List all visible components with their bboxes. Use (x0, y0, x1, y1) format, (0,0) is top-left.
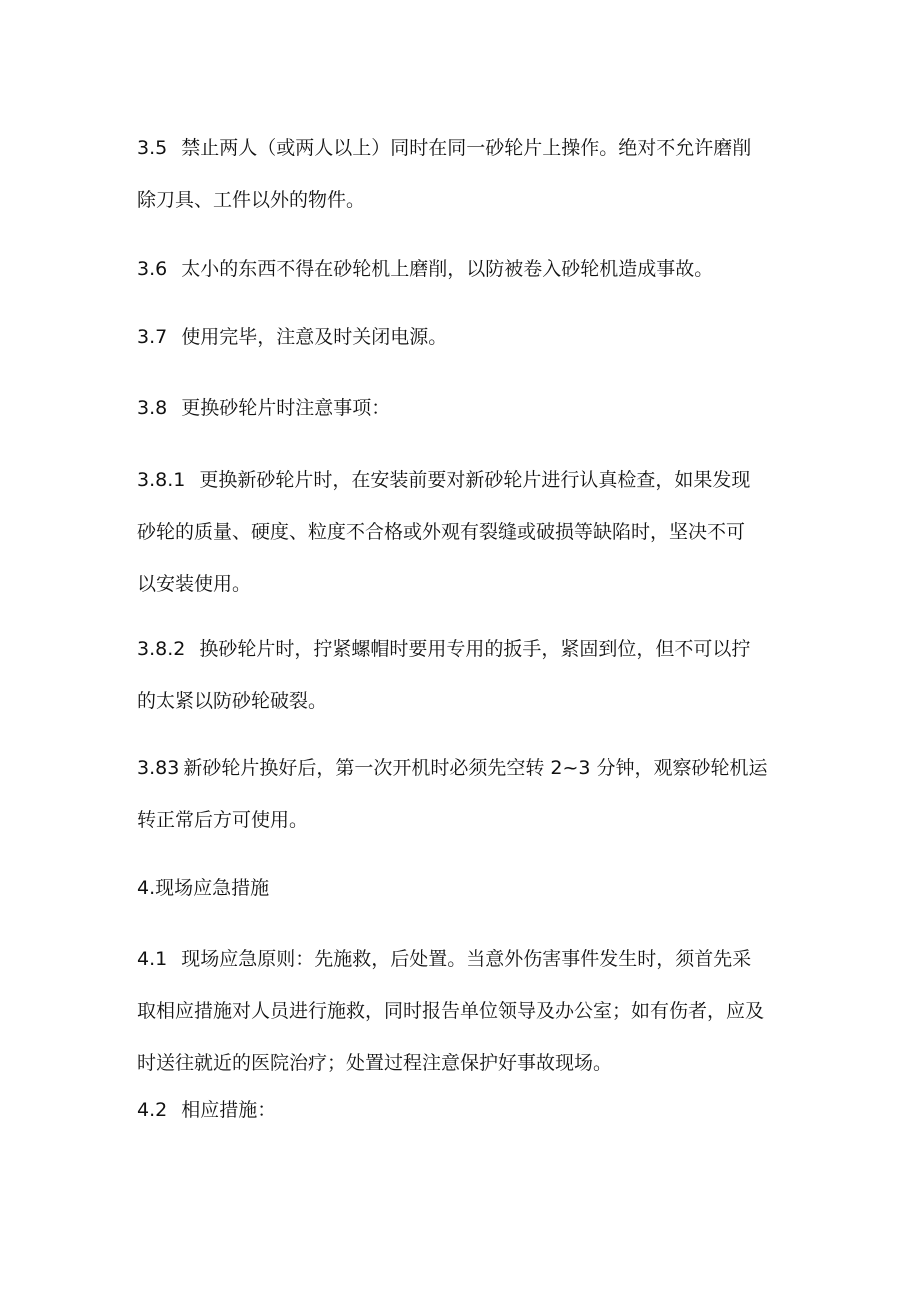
paragraph-line (137, 623, 787, 675)
paragraph-3-6 (137, 243, 787, 295)
paragraph-line (137, 311, 787, 363)
paragraph-4-2 (137, 1084, 787, 1136)
line-text: 禁止两人（或两人以上）同时在同一砂轮片上操作。绝对不允许磨削 (181, 137, 752, 159)
paragraph-3-8-3 (137, 742, 787, 846)
paragraph-line (137, 454, 787, 506)
section-number: 4.2 (137, 1099, 168, 1121)
section-number: 3.8 (137, 397, 168, 419)
paragraph-line (137, 122, 787, 174)
paragraph-line: 除刀具、工件以外的物件。 (137, 189, 366, 211)
paragraph-3-8-2 (137, 623, 787, 727)
line-text: 相应措施： (181, 1099, 277, 1121)
line-text: 太小的东西不得在砂轮机上磨削，以防被卷入砂轮机造成事故。 (181, 258, 714, 280)
paragraph-line: 时送往就近的医院治疗；处置过程注意保护好事故现场。 (137, 1052, 613, 1074)
paragraph-line (137, 862, 787, 914)
section-4-heading (137, 862, 787, 914)
paragraph-4-1 (137, 933, 787, 1089)
section-number: 3.8.2 (137, 638, 186, 660)
paragraph-line (137, 742, 787, 794)
section-number: 3.8.1 (137, 469, 186, 491)
section-number: 3.83 (137, 757, 180, 779)
paragraph-line: 的太紧以防砂轮破裂。 (137, 690, 328, 712)
paragraph-line: 取相应措施对人员进行施救，同时报告单位领导及办公室；如有伤者，应及 (137, 1000, 765, 1022)
paragraph-3-5 (137, 122, 787, 226)
paragraph-3-8 (137, 382, 787, 434)
paragraph-line: 砂轮的质量、硬度、粒度不合格或外观有裂缝或破损等缺陷时，坚决不可 (137, 521, 746, 543)
line-text: 现场应急措施 (155, 877, 270, 899)
paragraph-line: 以安装使用。 (137, 573, 252, 595)
section-number: 3.6 (137, 258, 168, 280)
line-text: 更换新砂轮片时，在安装前要对新砂轮片进行认真检查，如果发现 (199, 469, 751, 491)
paragraph-line (137, 382, 787, 434)
paragraph-3-8-1 (137, 454, 787, 610)
line-text: 更换砂轮片时注意事项： (181, 397, 391, 419)
line-text: 使用完毕，注意及时关闭电源。 (181, 326, 448, 348)
section-number: 3.5 (137, 137, 168, 159)
paragraph-line (137, 1084, 787, 1136)
section-number: 4.1 (137, 948, 168, 970)
paragraph-3-7 (137, 311, 787, 363)
section-number: 4. (137, 877, 156, 899)
paragraph-line (137, 933, 787, 985)
paragraph-line: 转正常后方可使用。 (137, 809, 309, 831)
line-text: 现场应急原则：先施救，后处置。当意外伤害事件发生时，须首先采 (181, 948, 752, 970)
section-number: 3.7 (137, 326, 168, 348)
line-text: 换砂轮片时，拧紧螺帽时要用专用的扳手，紧固到位，但不可以拧 (199, 638, 751, 660)
line-text: 新砂轮片换好后，第一次开机时必须先空转 2~3 分钟，观察砂轮机运 (183, 757, 768, 779)
paragraph-line (137, 243, 787, 295)
